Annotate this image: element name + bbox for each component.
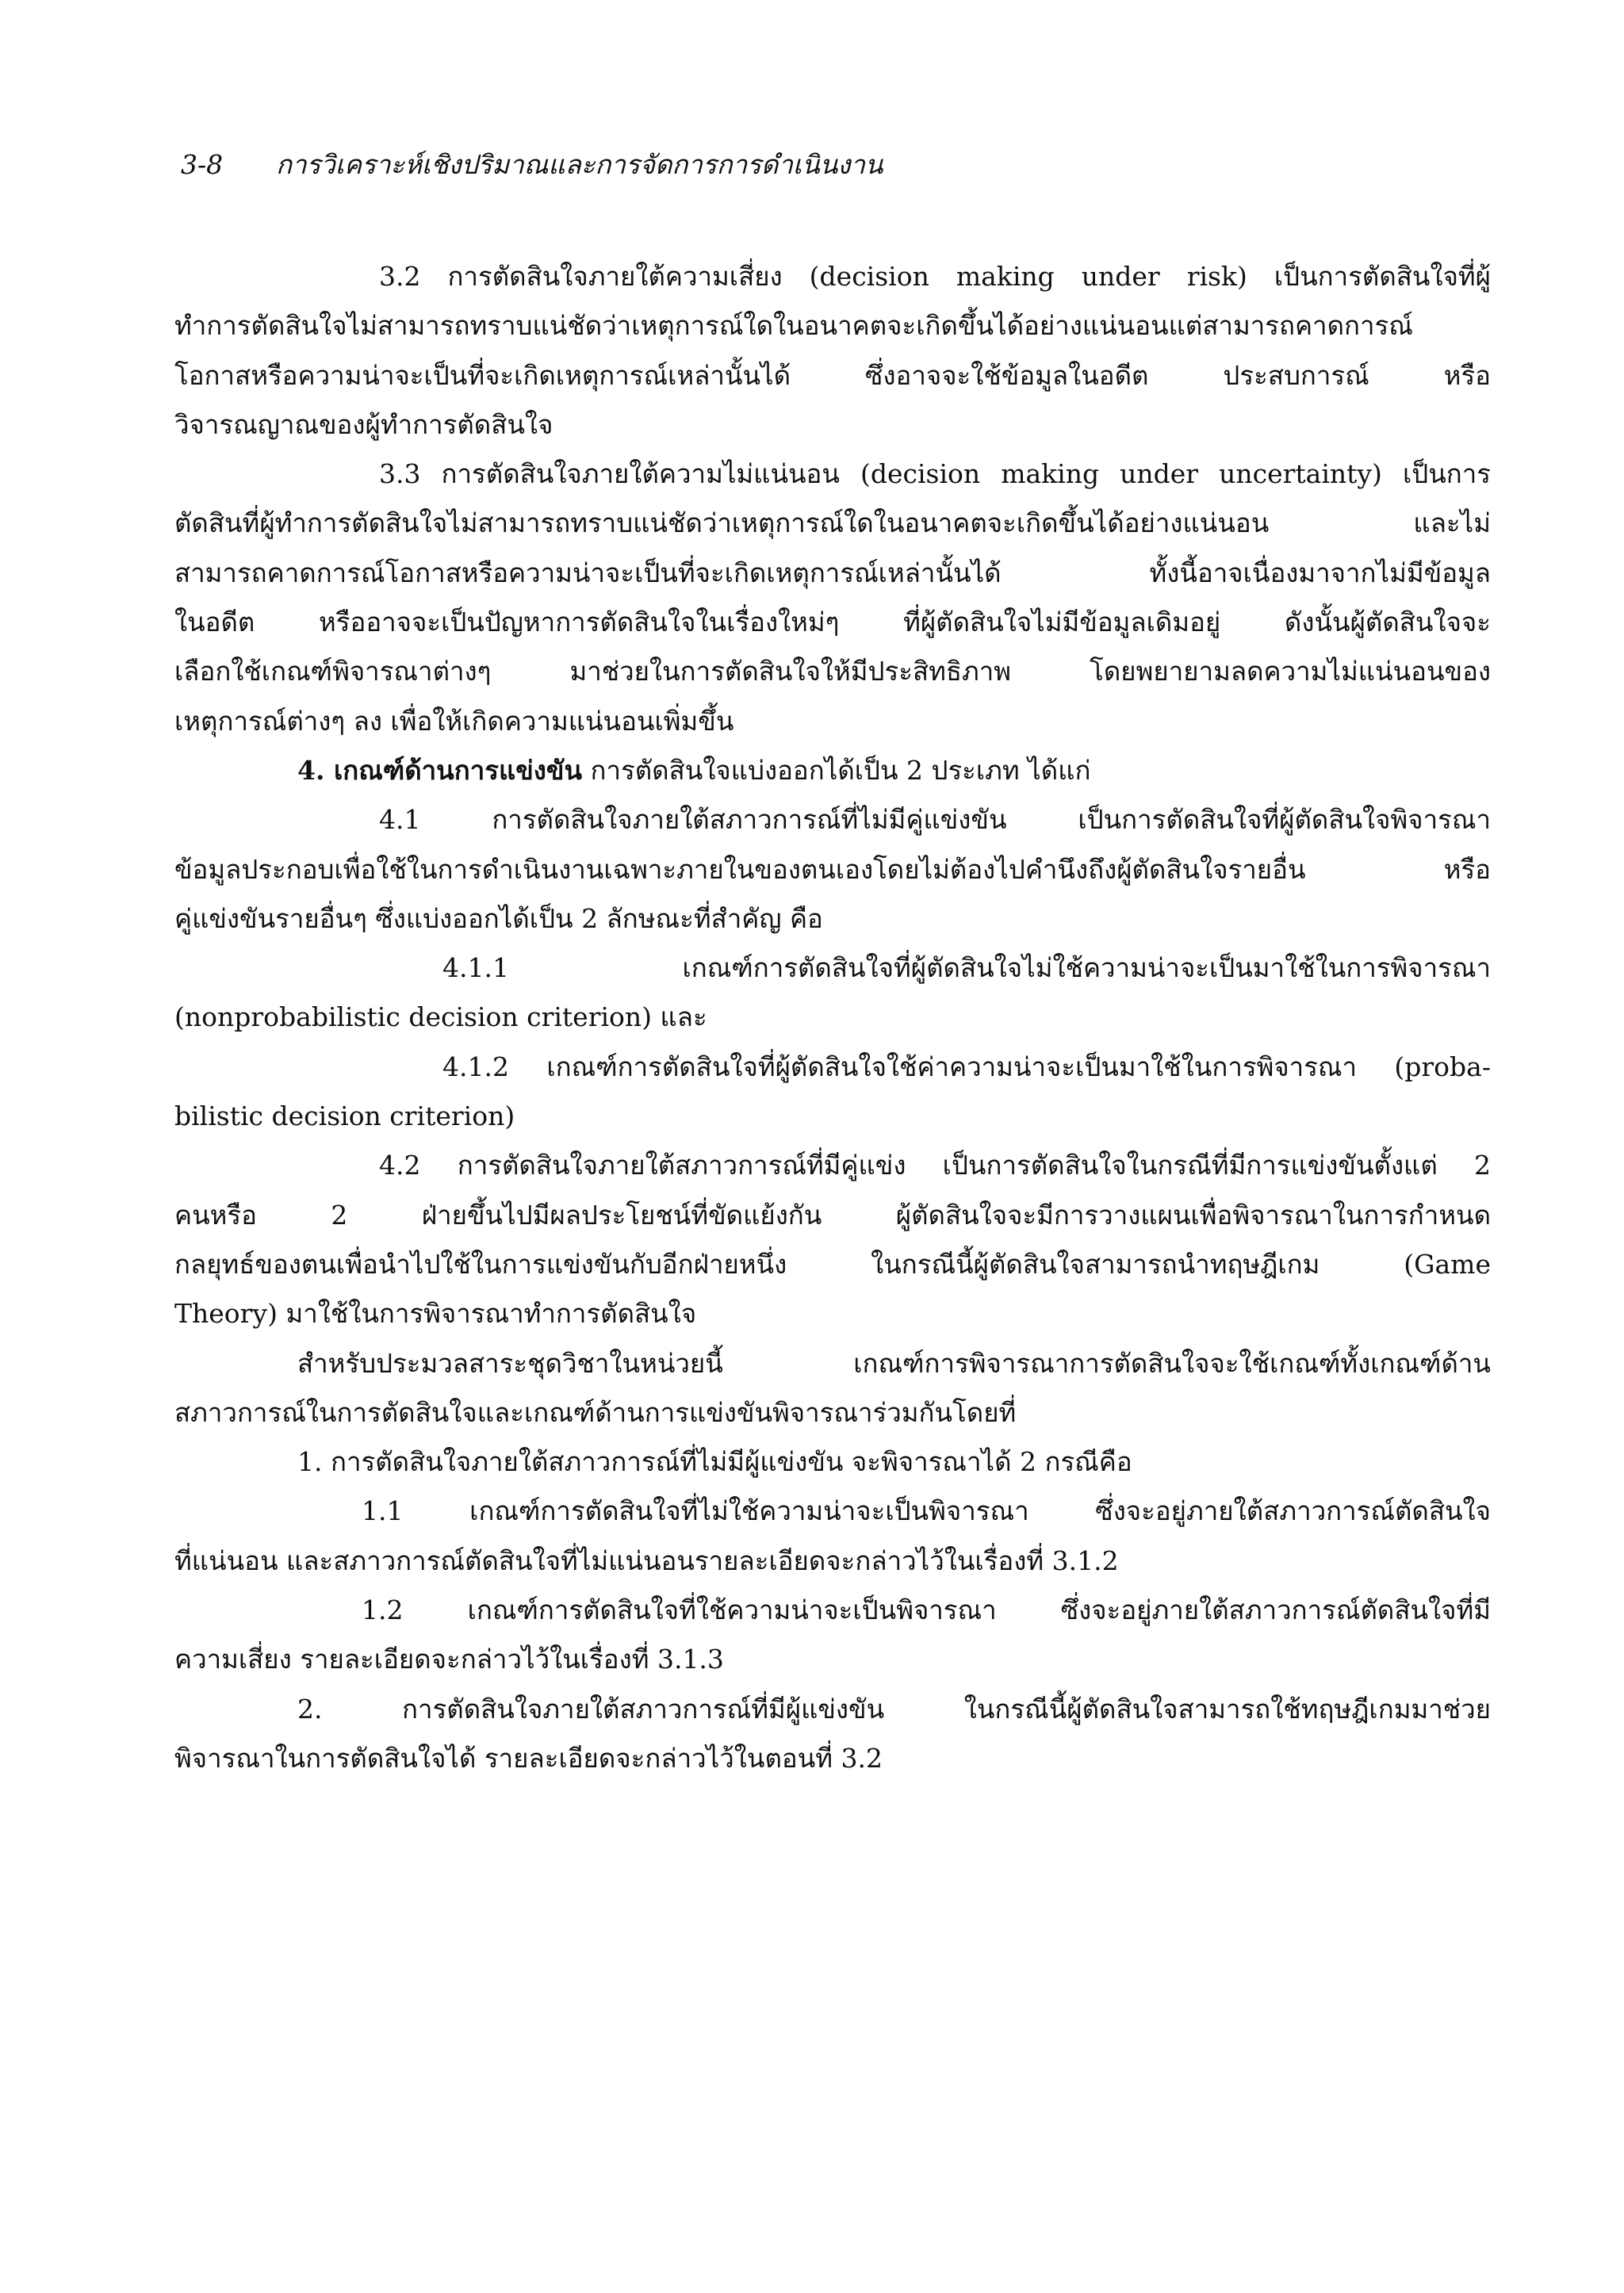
paragraph-line: 3.3 การตัดสินใจภายใต้ความไม่แน่นอน (decision making under uncertainty) เป็นการ	[379, 458, 1491, 490]
paragraph-line: Theory) มาใช้ในการพิจารณาทำการตัดสินใจ	[174, 1298, 697, 1330]
paragraph-line: คู่แข่งขันรายอื่นๆ ซึ่งแบ่งออกได้เป็น 2 ลักษณะที่สำคัญ คือ	[174, 902, 823, 934]
paragraph-line: 3.2 การตัดสินใจภายใต้ความเสี่ยง (decision making under risk) เป็นการตัดสินใจที่ผู้	[379, 261, 1491, 292]
paragraph-line: เหตุการณ์ต่างๆ ลง เพื่อให้เกิดความแน่นอนเพิ่มขึ้น	[174, 705, 734, 737]
paragraph-line: ข้อมูลประกอบเพื่อใช้ในการดำเนินงานเฉพาะภายในของตนเองโดยไม่ต้องไปคำนึงถึงผู้ตัดสินใจรายอื่น หรือ	[174, 853, 1491, 885]
paragraph-line: สำหรับประมวลสาระชุดวิชาในหน่วยนี้ เกณฑ์การพิจารณาการตัดสินใจจะใช้เกณฑ์ทั้งเกณฑ์ด้าน	[297, 1347, 1491, 1379]
paragraph-line: 1. การตัดสินใจภายใต้สภาวการณ์ที่ไม่มีผู้แข่งขัน จะพิจารณาได้ 2 กรณีคือ	[297, 1446, 1132, 1478]
paragraph-line: 4.2 การตัดสินใจภายใต้สภาวการณ์ที่มีคู่แข่ง เป็นการตัดสินใจในกรณีที่มีการแข่งขันตั้งแต่ 2	[379, 1150, 1491, 1181]
paragraph-line: พิจารณาในการตัดสินใจได้ รายละเอียดจะกล่าวไว้ในตอนที่ 3.2	[174, 1742, 883, 1774]
running-header	[181, 149, 883, 181]
paragraph-line: วิจารณญาณของผู้ทำการตัดสินใจ	[174, 408, 553, 440]
paragraph-line: bilistic decision criterion)	[174, 1101, 515, 1132]
page-number: 3-8	[181, 149, 224, 180]
section-heading: 4. เกณฑ์ด้านการแข่งขัน	[297, 754, 583, 786]
paragraph-line: 1.1 เกณฑ์การตัดสินใจที่ไม่ใช้ความน่าจะเป็นพิจารณา ซึ่งจะอยู่ภายใต้สภาวการณ์ตัดสินใจ	[362, 1495, 1491, 1527]
paragraph-line: (nonprobabilistic decision criterion) และ	[174, 1001, 707, 1033]
body-text	[174, 252, 1491, 1783]
paragraph-line: 4.1.2 เกณฑ์การตัดสินใจที่ผู้ตัดสินใจใช้ค่าความน่าจะเป็นมาใช้ในการพิจารณา (proba-	[442, 1051, 1491, 1082]
paragraph-line: 2. การตัดสินใจภายใต้สภาวการณ์ที่มีผู้แข่งขัน ในกรณีนี้ผู้ตัดสินใจสามารถใช้ทฤษฎีเกมมาช่วย	[297, 1693, 1491, 1725]
paragraph-line: ในอดีต หรืออาจจะเป็นปัญหาการตัดสินใจในเรื่องใหม่ๆ ที่ผู้ตัดสินใจไม่มีข้อมูลเดิมอยู่ ดังนั้นผู้ตัดสินใจจะ	[174, 607, 1491, 638]
paragraph-line: กลยุทธ์ของตนเพื่อนำไปใช้ในการแข่งขันกับอีกฝ่ายหนึ่ง ในกรณีนี้ผู้ตัดสินใจสามารถนำทฤษฎีเกม (Game	[174, 1248, 1491, 1280]
paragraph-line: เลือกใช้เกณฑ์พิจารณาต่างๆ มาช่วยในการตัดสินใจให้มีประสิทธิภาพ โดยพยายามลดความไม่แน่นอนของ	[174, 656, 1491, 687]
paragraph-line: 4.1 การตัดสินใจภายใต้สภาวการณ์ที่ไม่มีคู่แข่งขัน เป็นการตัดสินใจที่ผู้ตัดสินใจพิจารณา	[379, 804, 1491, 836]
paragraph-line: สามารถคาดการณ์โอกาสหรือความน่าจะเป็นที่จะเกิดเหตุการณ์เหล่านั้นได้ ทั้งนี้อาจเนื่องมาจากไม่มีข้อมูล	[174, 557, 1491, 588]
paragraph-line: ตัดสินที่ผู้ทำการตัดสินใจไม่สามารถทราบแน่ชัดว่าเหตุการณ์ใดในอนาคตจะเกิดขึ้นได้อย่างแน่นอน และไม่	[174, 507, 1491, 539]
section-heading-rest: การตัดสินใจแบ่งออกได้เป็น 2 ประเภท ได้แก่	[582, 754, 1091, 786]
paragraph-line: ความเสี่ยง รายละเอียดจะกล่าวไว้ในเรื่องที่ 3.1.3	[174, 1644, 724, 1675]
paragraph-line: ที่แน่นอน และสภาวการณ์ตัดสินใจที่ไม่แน่นอนรายละเอียดจะกล่าวไว้ในเรื่องที่ 3.1.2	[174, 1545, 1119, 1576]
running-title: การวิเคราะห์เชิงปริมาณและการจัดการการดำเนินงาน	[276, 149, 883, 180]
paragraph-line: โอกาสหรือความน่าจะเป็นที่จะเกิดเหตุการณ์เหล่านั้นได้ ซึ่งอาจจะใช้ข้อมูลในอดีต ประสบการณ์ หรือ	[174, 359, 1491, 391]
paragraph-line: สภาวการณ์ในการตัดสินใจและเกณฑ์ด้านการแข่งขันพิจารณาร่วมกันโดยที่	[174, 1396, 1017, 1428]
paragraph-line: คนหรือ 2 ฝ่ายขึ้นไปมีผลประโยชน์ที่ขัดแย้งกัน ผู้ตัดสินใจจะมีการวางแผนเพื่อพิจารณาในการกำหนด	[174, 1199, 1491, 1231]
paragraph-line: ทำการตัดสินใจไม่สามารถทราบแน่ชัดว่าเหตุการณ์ใดในอนาคตจะเกิดขึ้นได้อย่างแน่นอนแต่สามารถคาดการณ์	[174, 310, 1413, 342]
section-heading-line	[174, 746, 1491, 795]
paragraph-line: 1.2 เกณฑ์การตัดสินใจที่ใช้ความน่าจะเป็นพิจารณา ซึ่งจะอยู่ภายใต้สภาวการณ์ตัดสินใจที่มี	[362, 1594, 1491, 1626]
paragraph-line: 4.1.1 เกณฑ์การตัดสินใจที่ผู้ตัดสินใจไม่ใช้ความน่าจะเป็นมาใช้ในการพิจารณา	[442, 952, 1491, 984]
